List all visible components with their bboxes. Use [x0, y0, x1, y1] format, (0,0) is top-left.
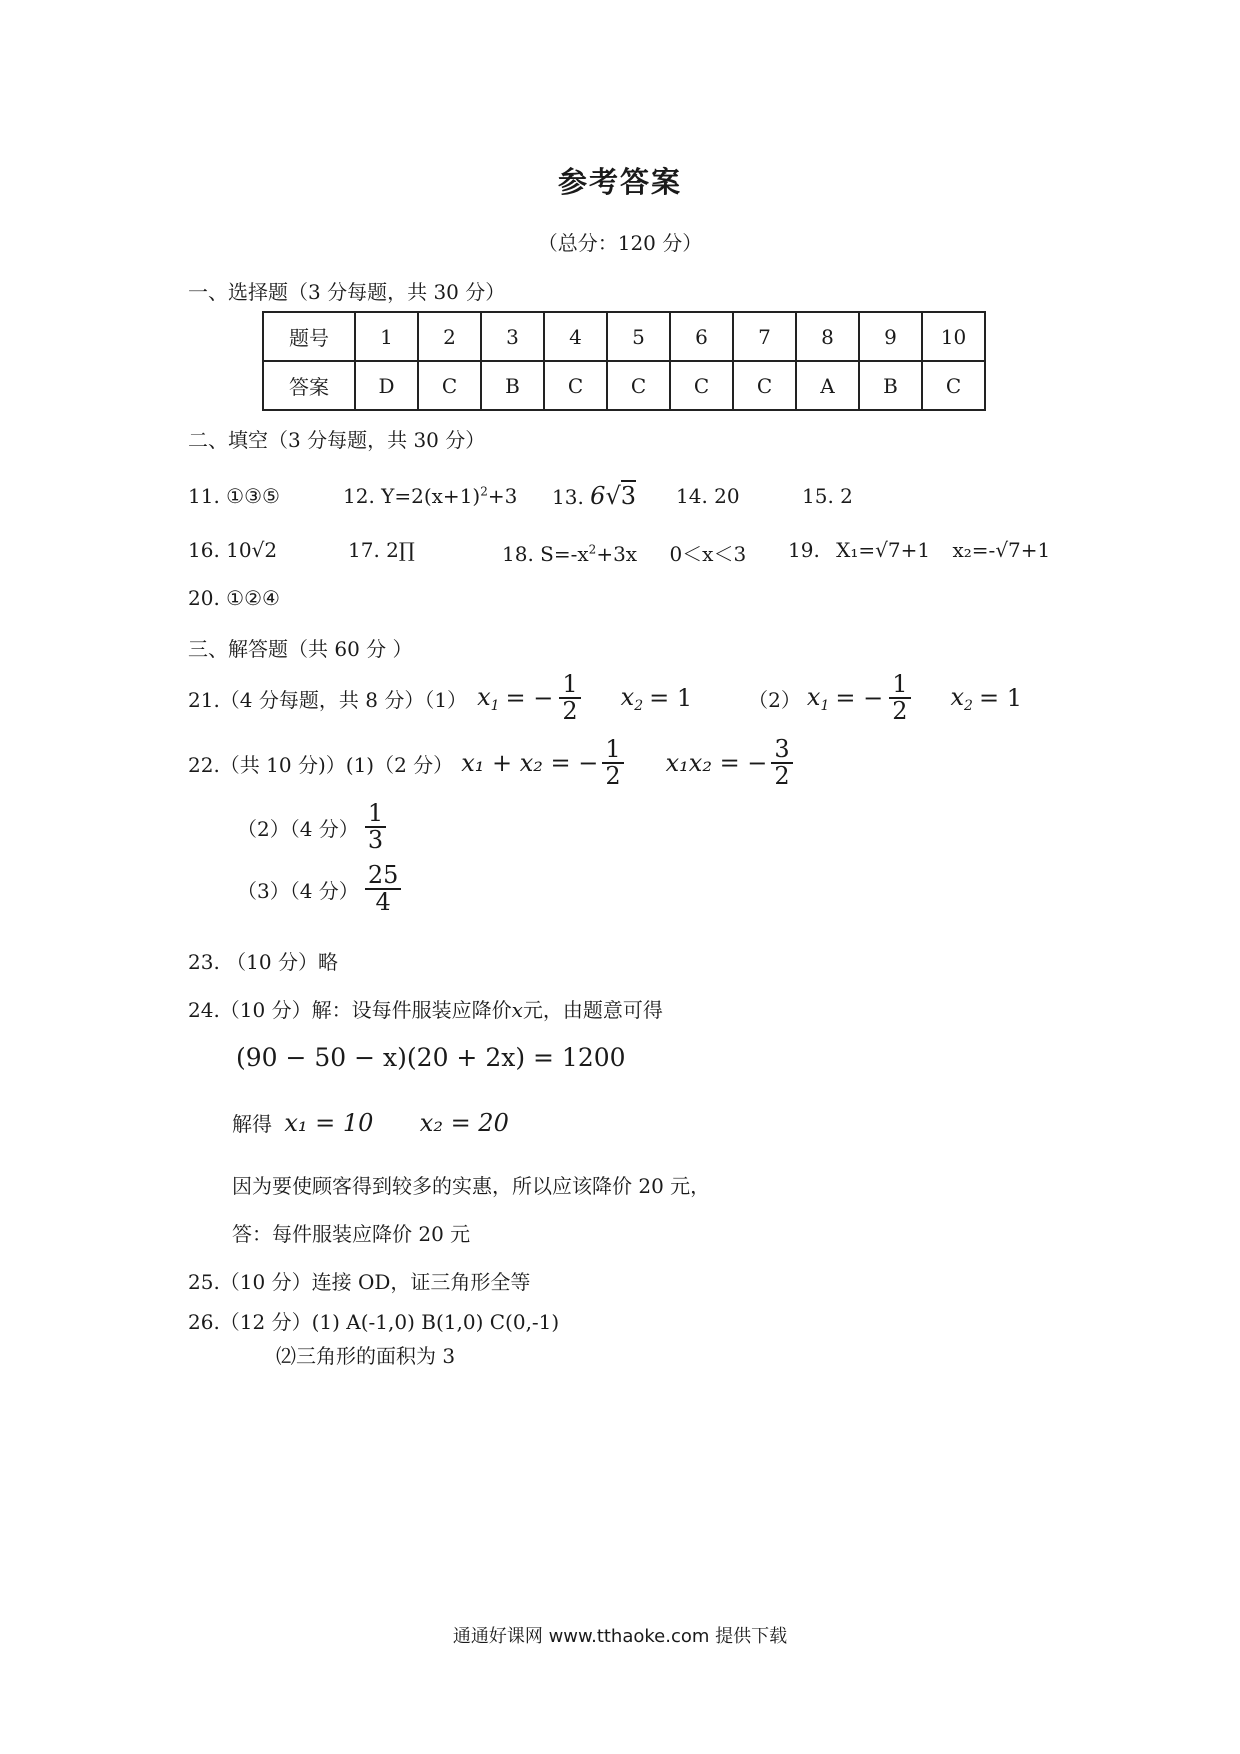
table-cell: B — [481, 361, 544, 410]
answer-25: 25.（10 分）连接 OD，证三角形全等 — [188, 1270, 531, 1294]
x-symbol: x — [620, 682, 635, 711]
denominator: 4 — [375, 888, 391, 917]
table-cell: C — [670, 361, 733, 410]
denominator: 3 — [367, 826, 384, 855]
answer-24-intro-tail: 元，由题意可得 — [522, 998, 663, 1022]
answer-22-label: 22.（共 10 分)）(1)（2 分） — [188, 752, 454, 777]
answer-26-2: ⑵三角形的面积为 3 — [276, 1344, 456, 1368]
answer-24-intro — [188, 994, 663, 1023]
table-cell: 3 — [481, 312, 544, 361]
answer-13-radicand: 3 — [620, 482, 637, 510]
numerator: 3 — [771, 737, 792, 764]
answer-22 — [188, 737, 793, 789]
root-2: x₂ = 20 — [419, 1109, 509, 1137]
answer-21-part2-label: （2） — [748, 687, 801, 712]
x-symbol: x — [950, 682, 965, 711]
answer-15: 15. 2 — [802, 484, 853, 508]
denominator: 2 — [774, 762, 790, 791]
section-3-heading: 三、解答题（共 60 分 ） — [188, 637, 413, 661]
subscript: 2 — [964, 697, 973, 714]
answer-16: 16. 10√2 — [188, 538, 278, 562]
subscript: 2 — [634, 697, 644, 714]
answer-22-2 — [237, 801, 386, 853]
answer-table — [262, 311, 986, 411]
x-symbol: x — [806, 682, 821, 711]
answer-18-range: 0＜x＜3 — [669, 542, 747, 566]
answer-12-tail: +3 — [487, 484, 518, 508]
fraction — [771, 737, 792, 789]
table-cell: 6 — [670, 312, 733, 361]
answer-24-conclusion: 答：每件服装应降价 20 元 — [232, 1222, 471, 1246]
answer-18-tail: +3x — [596, 542, 638, 566]
answer-22-3-label: （3）（4 分） — [237, 878, 359, 903]
exponent: 2 — [588, 542, 597, 557]
answer-19-label: 19. — [788, 538, 820, 562]
table-cell: C — [544, 361, 607, 410]
sum-expression: x₁ + x₂ = − — [461, 749, 599, 778]
table-row — [263, 361, 985, 410]
x-symbol: x — [511, 998, 523, 1022]
product-expression: x₁x₂ = − — [665, 749, 768, 778]
row-label: 答案 — [263, 361, 355, 410]
x2-var — [951, 683, 973, 714]
table-cell: D — [355, 361, 418, 410]
answer-24-intro-text: 24.（10 分）解：设每件服装应降价 — [188, 998, 512, 1022]
answer-13-label: 13. — [552, 485, 584, 509]
x1-var — [807, 683, 829, 714]
answer-18 — [502, 538, 746, 567]
answer-24-reason: 因为要使顾客得到较多的实惠，所以应该降价 20 元， — [232, 1174, 711, 1198]
footer-credit: 通通好课网 www.tthaoke.com 提供下载 — [452, 1626, 788, 1647]
equals-one: = 1 — [649, 684, 693, 713]
x1-var — [477, 683, 499, 714]
numerator: 25 — [365, 863, 402, 890]
answer-21 — [188, 672, 1022, 724]
table-cell: 9 — [859, 312, 922, 361]
denominator: 2 — [562, 697, 578, 726]
table-cell: C — [922, 361, 985, 410]
answer-22-3 — [237, 863, 401, 915]
fraction — [365, 801, 386, 853]
root-1: x₁ = 10 — [284, 1109, 374, 1137]
table-cell: 5 — [607, 312, 670, 361]
x2-var — [621, 683, 643, 714]
answer-13-coef: 6 — [590, 482, 606, 510]
fraction — [365, 863, 402, 915]
row-label: 题号 — [263, 312, 355, 361]
answer-26-1: 26.（12 分）(1) A(-1,0) B(1,0) C(0,-1) — [188, 1310, 560, 1334]
table-cell: 2 — [418, 312, 481, 361]
answer-24-solution — [232, 1108, 509, 1137]
table-cell: C — [733, 361, 796, 410]
section-1-heading: 一、选择题（3 分每题，共 30 分） — [188, 280, 506, 304]
numerator: 1 — [889, 672, 910, 699]
answer-14: 14. 20 — [676, 484, 740, 508]
answer-13 — [552, 482, 636, 510]
equals-minus: = − — [505, 684, 554, 713]
table-cell: 7 — [733, 312, 796, 361]
equals-minus: = − — [835, 684, 884, 713]
numerator: 1 — [602, 737, 623, 764]
fraction — [602, 737, 623, 789]
answer-18-text: 18. S=-x — [502, 542, 589, 566]
answer-12 — [343, 484, 517, 508]
solution-label: 解得 — [232, 1112, 272, 1136]
answer-11: 11. ①③⑤ — [188, 484, 280, 508]
answer-20: 20. ①②④ — [188, 586, 280, 610]
radical-sign: √ — [605, 482, 621, 510]
total-score: （总分：120 分） — [537, 231, 703, 255]
table-row — [263, 312, 985, 361]
subscript: 1 — [820, 697, 830, 714]
fraction — [559, 672, 580, 724]
exponent: 2 — [480, 484, 488, 499]
table-cell: 10 — [922, 312, 985, 361]
answer-19 — [788, 538, 1050, 562]
table-cell: 4 — [544, 312, 607, 361]
answer-12-text: 12. Y=2(x+1) — [343, 484, 481, 508]
table-cell: C — [418, 361, 481, 410]
answer-19-root1: X₁=√7+1 — [836, 538, 931, 562]
numerator: 1 — [559, 672, 580, 699]
answer-19-root2: x₂=-√7+1 — [952, 538, 1051, 562]
x-symbol: x — [477, 682, 491, 711]
answer-24-equation: (90 − 50 − x)(20 + 2x) = 1200 — [236, 1043, 626, 1072]
section-2-heading: 二、填空（3 分每题，共 30 分） — [188, 428, 486, 452]
table-cell: A — [796, 361, 859, 410]
denominator: 2 — [605, 762, 621, 791]
table-cell: 8 — [796, 312, 859, 361]
denominator: 2 — [892, 697, 908, 726]
answer-23: 23. （10 分）略 — [188, 950, 338, 974]
answer-17: 17. 2∏ — [348, 538, 415, 562]
answer-21-label: 21.（4 分每题，共 8 分）（1） — [188, 687, 468, 712]
page-title: 参考答案 — [557, 165, 682, 199]
table-cell: B — [859, 361, 922, 410]
subscript: 1 — [490, 697, 500, 714]
table-cell: 1 — [355, 312, 418, 361]
table-cell: C — [607, 361, 670, 410]
fraction — [889, 672, 910, 724]
equals-one: = 1 — [978, 684, 1022, 713]
numerator: 1 — [365, 801, 386, 828]
answer-22-2-label: （2）（4 分） — [237, 816, 359, 841]
